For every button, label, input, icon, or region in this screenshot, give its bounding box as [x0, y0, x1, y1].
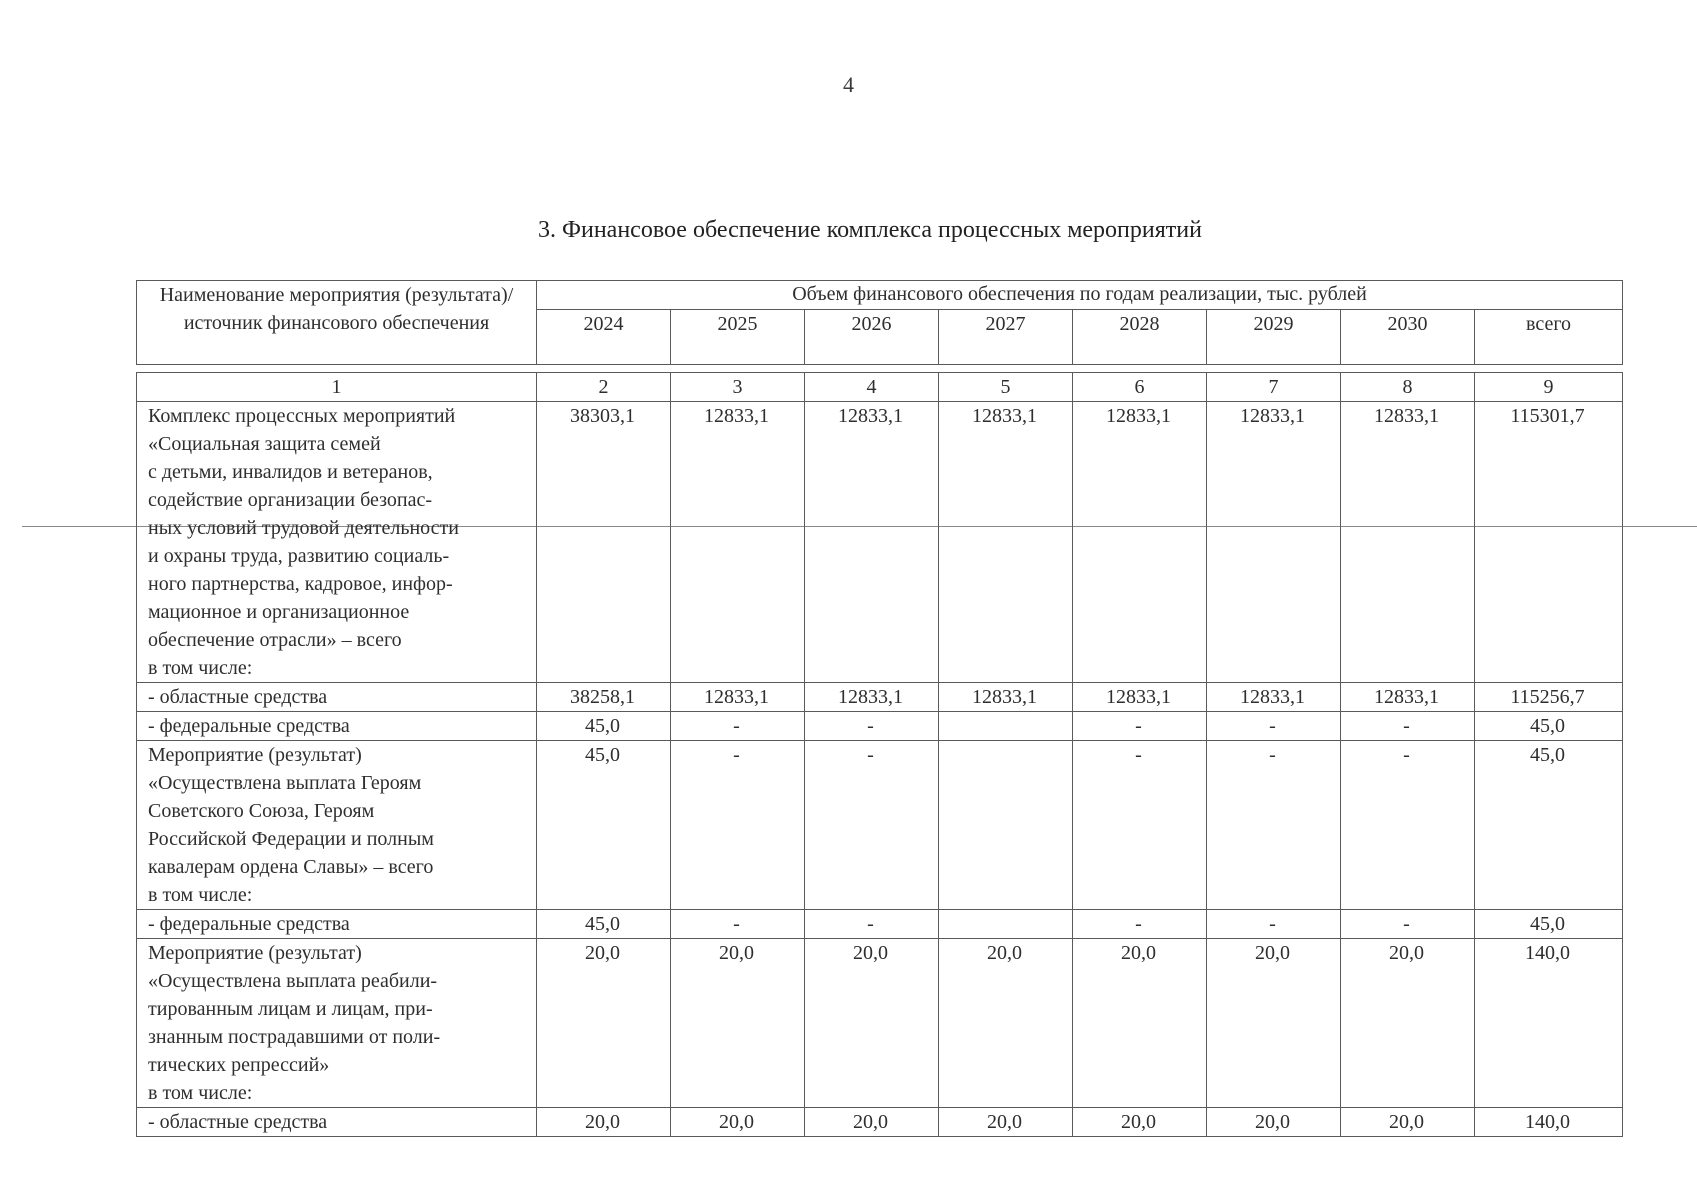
- row-name-line: в том числе:: [148, 657, 253, 679]
- value-cell: 45,0: [1475, 741, 1623, 910]
- value-cell: 115301,7: [1475, 402, 1623, 683]
- column-number-cell: 6: [1073, 373, 1207, 402]
- value-cell: 20,0: [1341, 939, 1475, 1108]
- value-cell: 12833,1: [939, 683, 1073, 712]
- value-cell: 20,0: [939, 1108, 1073, 1137]
- value-cell: -: [805, 910, 939, 939]
- column-number-cell: 7: [1207, 373, 1341, 402]
- value-cell: 45,0: [537, 741, 671, 910]
- value-cell: 20,0: [939, 939, 1073, 1108]
- value-cell: [939, 712, 1073, 741]
- header-year-cell: 2026: [805, 310, 939, 365]
- value-cell: 45,0: [1475, 712, 1623, 741]
- value-cell: 20,0: [1207, 1108, 1341, 1137]
- row-name-line: Мероприятие (результат): [148, 942, 362, 964]
- column-number-cell: 3: [671, 373, 805, 402]
- value-cell: -: [1341, 741, 1475, 910]
- row-name-line: Мероприятие (результат): [148, 744, 362, 766]
- value-cell: 20,0: [671, 1108, 805, 1137]
- row-name-line: обеспечение отрасли» – всего: [148, 629, 402, 651]
- value-cell: -: [805, 712, 939, 741]
- table-row: [137, 683, 1623, 712]
- value-cell: 45,0: [1475, 910, 1623, 939]
- row-name-cell: [137, 939, 537, 1108]
- header-year-cell: 2028: [1073, 310, 1207, 365]
- value-cell: -: [805, 741, 939, 910]
- row-name-line: Советского Союза, Героям: [148, 800, 375, 822]
- financing-table-header: [136, 280, 1623, 365]
- value-cell: 12833,1: [671, 683, 805, 712]
- row-name-line: ных условий трудовой деятельности: [148, 517, 459, 539]
- value-cell: -: [1341, 910, 1475, 939]
- value-cell: -: [1207, 910, 1341, 939]
- value-cell: 12833,1: [1341, 402, 1475, 683]
- row-name-cell: [137, 741, 537, 910]
- row-name-line: «Социальная защита семей: [148, 433, 381, 455]
- row-name-line: знанным пострадавшими от поли-: [148, 1026, 441, 1048]
- column-number-cell: 1: [137, 373, 537, 402]
- value-cell: 20,0: [671, 939, 805, 1108]
- row-name-cell: [137, 402, 537, 683]
- header-year-cell: всего: [1475, 310, 1623, 365]
- row-name-line: и охраны труда, развитию социаль-: [148, 545, 450, 567]
- row-name-cell: [137, 910, 537, 939]
- row-name-line: тических репрессий»: [148, 1054, 330, 1076]
- column-number-cell: 9: [1475, 373, 1623, 402]
- value-cell: 12833,1: [1341, 683, 1475, 712]
- header-year-cell: 2030: [1341, 310, 1475, 365]
- column-number-cell: 8: [1341, 373, 1475, 402]
- row-name-line: «Осуществлена выплата реабили-: [148, 970, 438, 992]
- value-cell: -: [671, 712, 805, 741]
- value-cell: -: [671, 741, 805, 910]
- value-cell: 38258,1: [537, 683, 671, 712]
- value-cell: 12833,1: [1073, 402, 1207, 683]
- value-cell: 12833,1: [1207, 402, 1341, 683]
- value-cell: -: [1341, 712, 1475, 741]
- value-cell: -: [1073, 910, 1207, 939]
- value-cell: 12833,1: [1207, 683, 1341, 712]
- value-cell: [939, 741, 1073, 910]
- value-cell: -: [1207, 741, 1341, 910]
- value-cell: 20,0: [805, 939, 939, 1108]
- value-cell: -: [1207, 712, 1341, 741]
- row-name-line: - областные средства: [148, 686, 328, 708]
- value-cell: 12833,1: [939, 402, 1073, 683]
- value-cell: [939, 910, 1073, 939]
- row-name-cell: [137, 1108, 537, 1137]
- header-group-title: Объем финансового обеспечения по годам реализации, тыс. рублей: [537, 281, 1623, 310]
- value-cell: 20,0: [1207, 939, 1341, 1108]
- row-name-cell: [137, 712, 537, 741]
- value-cell: -: [1073, 712, 1207, 741]
- row-name-line: с детьми, инвалидов и ветеранов,: [148, 461, 433, 483]
- table-row: [137, 741, 1623, 910]
- value-cell: 140,0: [1475, 1108, 1623, 1137]
- value-cell: 20,0: [1073, 939, 1207, 1108]
- value-cell: 140,0: [1475, 939, 1623, 1108]
- row-name-line: мационное и организационное: [148, 601, 410, 623]
- value-cell: 20,0: [1341, 1108, 1475, 1137]
- row-name-line: - областные средства: [148, 1111, 328, 1133]
- value-cell: -: [671, 910, 805, 939]
- value-cell: 20,0: [805, 1108, 939, 1137]
- value-cell: 45,0: [537, 712, 671, 741]
- row-name-line: - федеральные средства: [148, 913, 350, 935]
- section-title: 3. Финансовое обеспечение комплекса процессных мероприятий: [538, 217, 1202, 243]
- column-number-cell: 5: [939, 373, 1073, 402]
- row-name-line: ного партнерства, кадровое, инфор-: [148, 573, 453, 595]
- value-cell: 45,0: [537, 910, 671, 939]
- table-row: [137, 712, 1623, 741]
- header-name-column: Наименование мероприятия (результата)/ источник финансового обеспечения: [137, 281, 537, 365]
- row-name-line: «Осуществлена выплата Героям: [148, 772, 422, 794]
- header-year-cell: 2024: [537, 310, 671, 365]
- row-name-line: в том числе:: [148, 1082, 253, 1104]
- value-cell: 115256,7: [1475, 683, 1623, 712]
- value-cell: 12833,1: [805, 683, 939, 712]
- value-cell: 20,0: [537, 1108, 671, 1137]
- table-row: [137, 910, 1623, 939]
- value-cell: 12833,1: [1073, 683, 1207, 712]
- column-number-cell: 4: [805, 373, 939, 402]
- value-cell: 12833,1: [805, 402, 939, 683]
- row-name-cell: [137, 683, 537, 712]
- table-row: [137, 1108, 1623, 1137]
- row-name-line: в том числе:: [148, 884, 253, 906]
- header-year-cell: 2029: [1207, 310, 1341, 365]
- row-name-line: Российской Федерации и полным: [148, 828, 434, 850]
- row-name-line: кавалерам ордена Славы» – всего: [148, 856, 434, 878]
- row-name-line: - федеральные средства: [148, 715, 350, 737]
- row-name-line: Комплекс процессных мероприятий: [148, 405, 456, 427]
- row-name-line: содействие организации безопас-: [148, 489, 433, 511]
- value-cell: 20,0: [1073, 1108, 1207, 1137]
- value-cell: 38303,1: [537, 402, 671, 683]
- page-number: 4: [843, 72, 854, 97]
- column-number-row: [137, 373, 1623, 402]
- row-name-line: тированным лицам и лицам, при-: [148, 998, 433, 1020]
- column-number-cell: 2: [537, 373, 671, 402]
- table-row: [137, 939, 1623, 1108]
- value-cell: 20,0: [537, 939, 671, 1108]
- table-row: [137, 402, 1623, 683]
- header-year-cell: 2025: [671, 310, 805, 365]
- header-year-cell: 2027: [939, 310, 1073, 365]
- value-cell: -: [1073, 741, 1207, 910]
- value-cell: 12833,1: [671, 402, 805, 683]
- financing-table-body: [136, 372, 1623, 1137]
